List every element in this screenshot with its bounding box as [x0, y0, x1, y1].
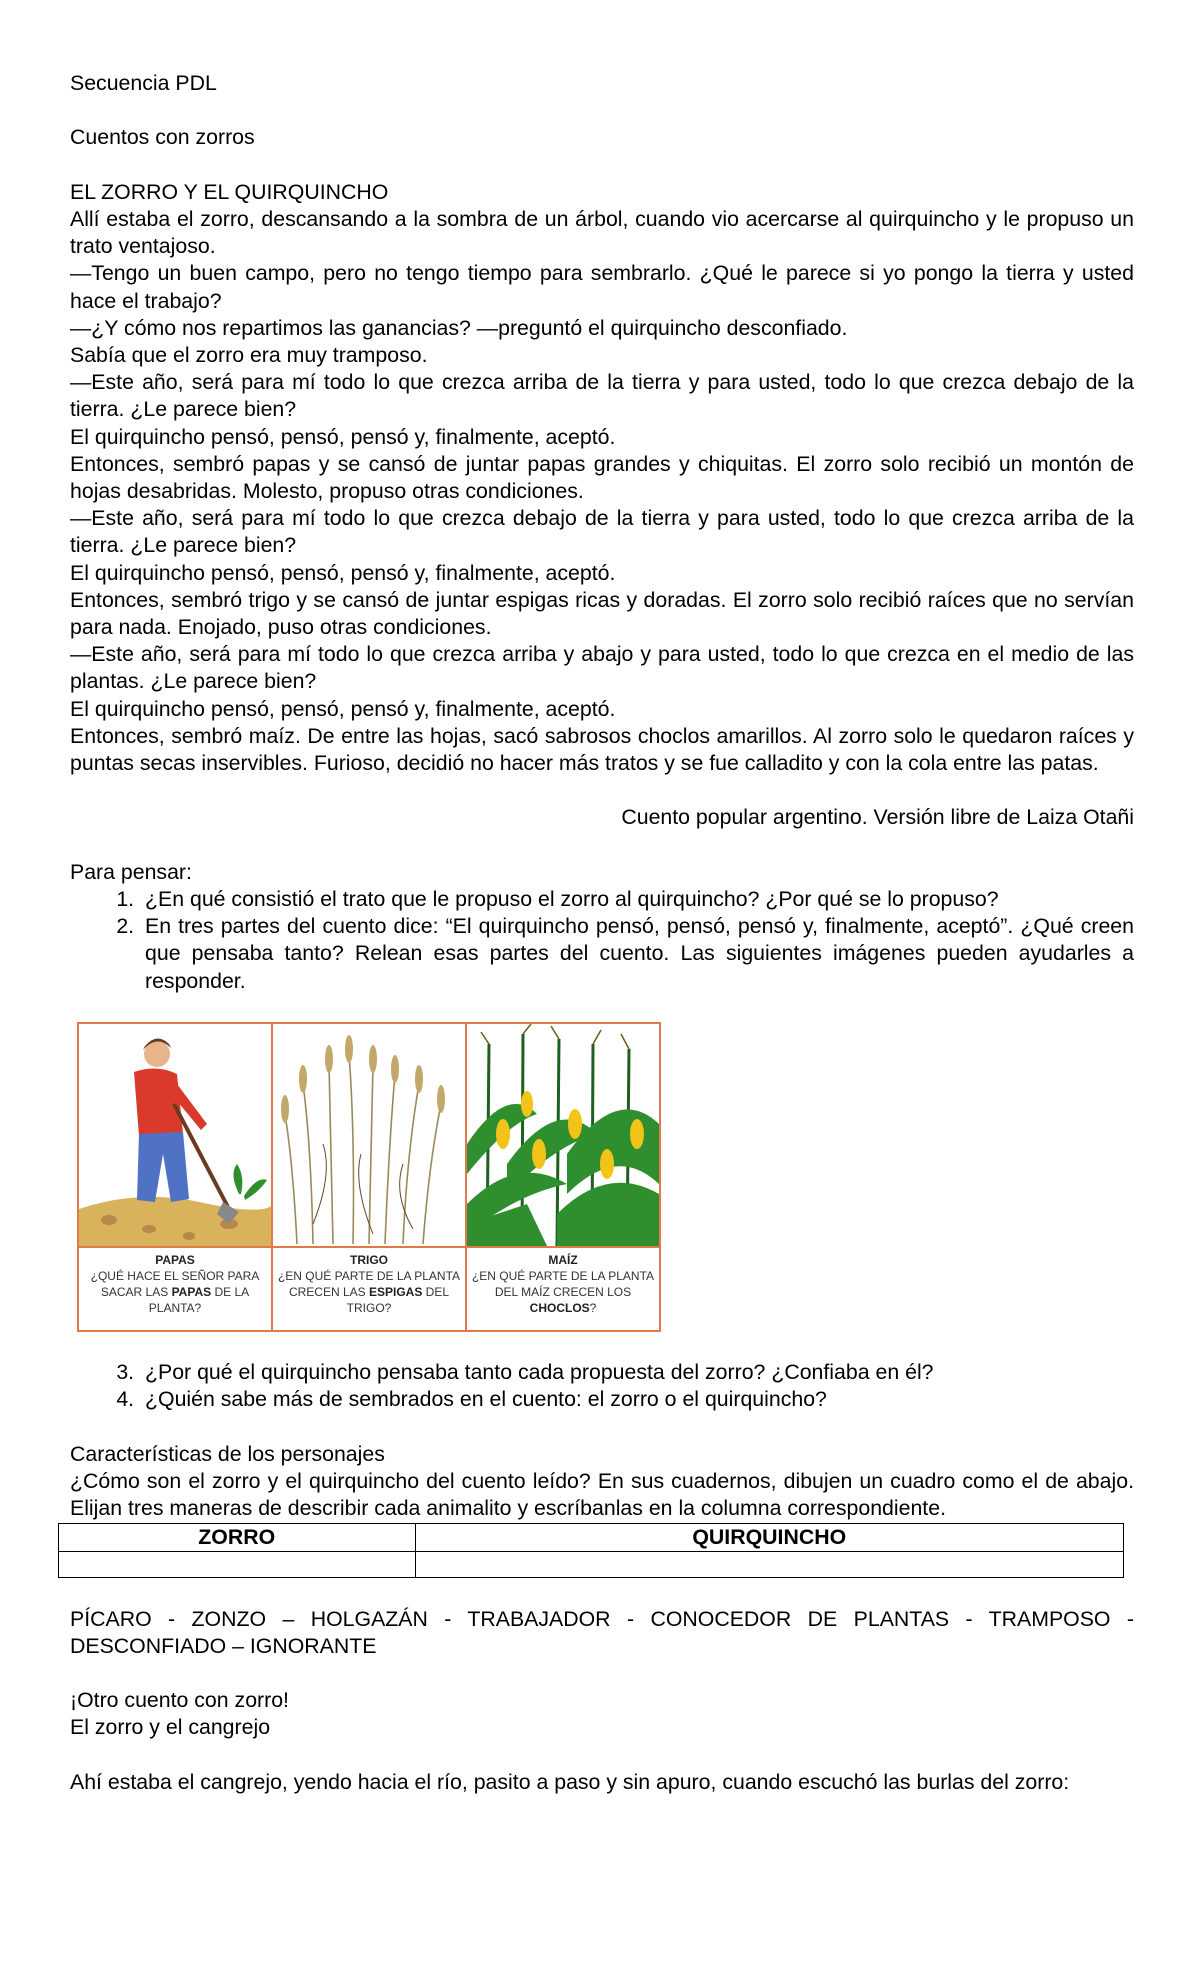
section-heading-characters: Características de los personajes: [70, 1441, 385, 1466]
story-paragraph: —Este año, será para mí todo lo que crezca arriba de la tierra y para usted, todo lo que crezca debajo de la tierra. ¿Le parece bien?: [70, 370, 1134, 422]
section-heading-think: Para pensar:: [70, 859, 192, 884]
trait-words: PÍCARO - ZONZO – HOLGAZÁN - TRABAJADOR - CONOCEDOR DE PLANTAS - TRAMPOSO - DESCONFIADO – IGNORANTE: [70, 1606, 1134, 1658]
story-paragraph: El quirquincho pensó, pensó, pensó y, finalmente, aceptó.: [70, 696, 616, 721]
panel-trigo: [273, 1024, 467, 1330]
characters-instructions: ¿Cómo son el zorro y el quirquincho del cuento leído? En sus cuadernos, dibujen un cuadro como el de abajo. Elijan tres maneras de describir cada animalito y escríbanlas en la columna correspondiente.: [70, 1468, 1134, 1521]
story-paragraph: —Este año, será para mí todo lo que crezca debajo de la tierra y para usted, todo lo que crezca arriba de la tierra. ¿Le parece bien?: [70, 506, 1134, 558]
document-title: Secuencia PDL: [70, 71, 217, 95]
column-header-quirquincho: QUIRQUINCHO: [415, 1524, 1123, 1552]
questions-list-continued: [70, 1359, 1134, 1413]
farmer-illustration-icon: [79, 1024, 271, 1246]
question-item: 2. En tres partes del cuento dice: “El quirquincho pensó, pensó, pensó y, finalmente, aceptó”. ¿Qué creen que pensaba tanto? Relean esas partes del cuento. Las siguientes imágenes pueden ayudarles a responder.: [140, 913, 1134, 995]
story-paragraph: Allí estaba el zorro, descansando a la sombra de un árbol, cuando vio acercarse al quirquincho y le propuso un trato ventajoso.: [70, 206, 1134, 259]
document-subtitle: Cuentos con zorros: [70, 125, 255, 150]
question-item: 4. ¿Quién sabe más de sembrados en el cuento: el zorro o el quirquincho?: [140, 1386, 1134, 1413]
story-title: EL ZORRO Y EL QUIRQUINCHO: [70, 179, 389, 204]
document-page: [70, 70, 1134, 1796]
caption-papas: PAPAS ¿QUÉ HACE EL SEÑOR PARA SACAR LAS PAPAS DE LA PLANTA?: [79, 1246, 271, 1330]
panel-papas: [79, 1024, 273, 1330]
story-paragraph: Entonces, sembró papas y se cansó de juntar papas grandes y chiquitas. El zorro solo recibió un montón de hojas desabridas. Molesto, propuso otras condiciones.: [70, 451, 1134, 504]
question-item: 1. ¿En qué consistió el trato que le propuso el zorro al quirquincho? ¿Por qué se lo propuso?: [140, 886, 1134, 913]
wheat-plants-image: [273, 1024, 465, 1246]
story-credit: Cuento popular argentino. Versión libre de Laiza Otañi: [621, 805, 1134, 830]
story-paragraph: Entonces, sembró trigo y se cansó de juntar espigas ricas y doradas. El zorro solo recibió raíces que no servían para nada. Enojado, puso otras condiciones.: [70, 587, 1134, 640]
farmer-digging-image: [79, 1024, 271, 1246]
story-paragraph: El quirquincho pensó, pensó, pensó y, finalmente, aceptó.: [70, 424, 616, 449]
story-paragraph: —Tengo un buen campo, pero no tengo tiempo para sembrarlo. ¿Qué le parece si yo pongo la tierra y usted hace el trabajo?: [70, 261, 1134, 313]
corn-illustration-icon: [467, 1024, 659, 1246]
story2-paragraph: Ahí estaba el cangrejo, yendo hacia el río, pasito a paso y sin apuro, cuando escuchó las burlas del zorro:: [70, 1769, 1070, 1794]
panel-maiz: [467, 1024, 659, 1330]
table-cell-empty: [415, 1552, 1123, 1578]
story-paragraph: —¿Y cómo nos repartimos las ganancias? —preguntó el quirquincho desconfiado.: [70, 315, 848, 340]
story2-intro: ¡Otro cuento con zorro!: [70, 1688, 289, 1713]
wheat-illustration-icon: [273, 1024, 465, 1246]
question-item: 3. ¿Por qué el quirquincho pensaba tanto cada propuesta del zorro? ¿Confiaba en él?: [140, 1359, 1134, 1386]
corn-plants-image: [467, 1024, 659, 1246]
caption-trigo: TRIGO ¿EN QUÉ PARTE DE LA PLANTA CRECEN LAS ESPIGAS DEL TRIGO?: [273, 1246, 465, 1330]
story-paragraph: —Este año, será para mí todo lo que crezca arriba y abajo y para usted, todo lo que crezca en el medio de las plantas. ¿Le parece bien?: [70, 642, 1134, 694]
story-paragraph: Sabía que el zorro era muy tramposo.: [70, 343, 428, 367]
characters-table: [58, 1523, 1124, 1578]
story-paragraph: El quirquincho pensó, pensó, pensó y, finalmente, aceptó.: [70, 560, 616, 585]
questions-list: [70, 886, 1134, 995]
crops-figure: [77, 1022, 661, 1332]
column-header-zorro: ZORRO: [59, 1524, 416, 1552]
caption-maiz: MAÍZ ¿EN QUÉ PARTE DE LA PLANTA DEL MAÍZ CRECEN LOS CHOCLOS?: [467, 1246, 659, 1330]
table-cell-empty: [59, 1552, 416, 1578]
story-paragraph: Entonces, sembró maíz. De entre las hojas, sacó sabrosos choclos amarillos. Al zorro solo le quedaron raíces y puntas secas inservibles. Furioso, decidió no hacer más tratos y se fue calladito y con la cola entre las patas.: [70, 723, 1134, 776]
story2-title: El zorro y el cangrejo: [70, 1715, 271, 1740]
